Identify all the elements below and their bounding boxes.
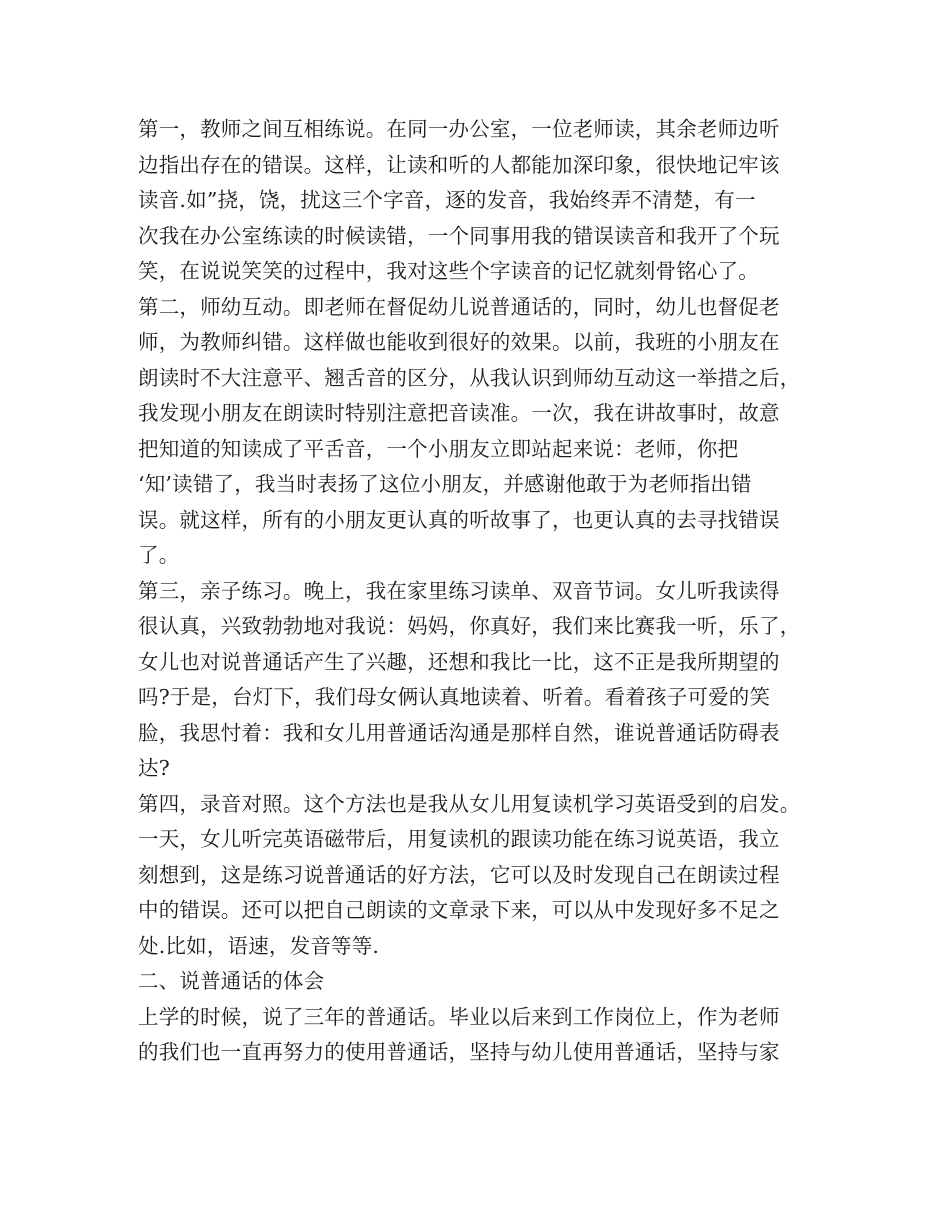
text-line: 一天，女儿听完英语磁带后，用复读机的跟读功能在练习说英语，我立 (138, 827, 780, 851)
text-line: 上学的时候，说了三年的普通话。毕业以后来到工作岗位上，作为老师 (138, 1004, 780, 1029)
text-line: 笑，在说说笑笑的过程中，我对这些个字读音的记忆就刻骨铭心了。 (138, 259, 759, 283)
text-line: 第四，录音对照。这个方法也是我从女儿用复读机学习英语受到的启发。 (138, 791, 801, 816)
text-line: 的我们也一直再努力的使用普通话，坚持与幼儿使用普通话，坚持与家 (138, 1040, 780, 1064)
text-line: ‘知’读错了，我当时表扬了这位小朋友，并感谢他敢于为老师指出错 (138, 472, 752, 496)
text-line: 了。 (138, 543, 180, 567)
text-line: 中的错误。还可以把自己朗读的文章录下来，可以从中发现好多不足之 (138, 898, 780, 922)
text-line: 师，为教师纠错。这样做也能收到很好的效果。以前，我班的小朋友在 (138, 330, 780, 354)
text-line: 第二，师幼互动。即老师在督促幼儿说普通话的，同时，幼儿也督促老 (138, 294, 780, 319)
text-line: 脸，我思忖着：我和女儿用普通话沟通是那样自然，谁说普通话防碍表 (138, 720, 780, 745)
text-line: 把知道的知读成了平舌音，一个小朋友立即站起来说：老师，你把 (138, 436, 739, 461)
text-line: 次我在办公室练读的时候读错，一个同事用我的错误读音和我开了个玩 (138, 223, 780, 248)
text-line: 读音.如”挠，饶，扰这三个字音，逐的发音，我始终弄不清楚，有一 (138, 188, 756, 212)
text-line: 我发现小朋友在朗读时特别注意把音读准。一次，我在讲故事时，故意 (138, 401, 780, 425)
text-line: 第三，亲子练习。晚上，我在家里练习读单、双音节词。女儿听我读得 (138, 578, 780, 603)
document-body (138, 112, 828, 1071)
text-line: 达? (138, 756, 170, 780)
text-line: 很认真，兴致勃勃地对我说：妈妈，你真好，我们来比赛我一听，乐了， (138, 614, 801, 638)
text-line: 边指出存在的错误。这样，让读和听的人都能加深印象，很快地记牢该 (138, 152, 780, 177)
text-line: 朗读时不大注意平、翘舌音的区分，从我认识到师幼互动这一举措之后， (138, 365, 801, 390)
text-line: 刻想到，这是练习说普通话的好方法，它可以及时发现自己在朗读过程 (138, 862, 780, 887)
text-line: 误。就这样，所有的小朋友更认真的听故事了，也更认真的去寻找错误 (138, 507, 780, 532)
text-line: 第一，教师之间互相练说。在同一办公室，一位老师读，其余老师边听 (138, 117, 780, 141)
text-line: 吗?于是，台灯下，我们母女俩认真地读着、听着。看着孩子可爱的笑 (138, 685, 771, 709)
text-line: 女儿也对说普通话产生了兴趣，还想和我比一比，这不正是我所期望的 (138, 649, 780, 674)
text-line: 处.比如，语速，发音等等. (138, 933, 380, 958)
section-heading: 二、说普通话的体会 (138, 969, 325, 993)
